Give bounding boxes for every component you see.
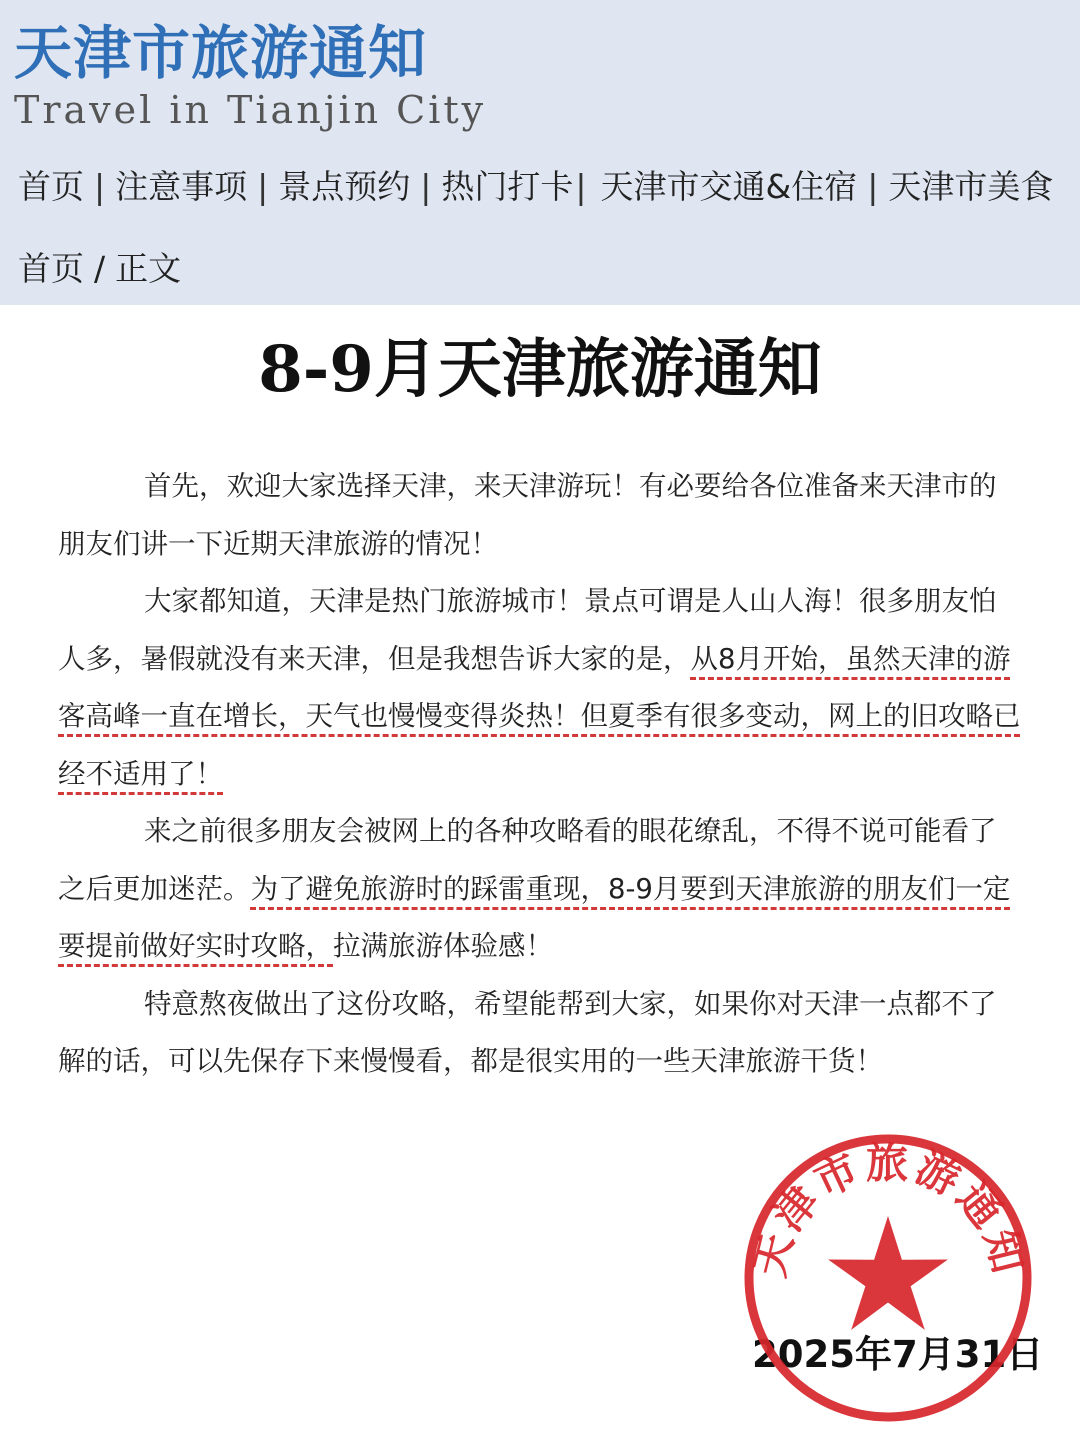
official-seal [738,1128,1038,1428]
paragraph-3-text: 来之前很多朋友会被网上的各种攻略看的眼花缭乱，不得不说可能看了之后更加迷茫。 [58,815,997,905]
breadcrumb [18,246,181,292]
nav-item-notes[interactable]: 注意事项 [115,167,248,206]
breadcrumb-current: 正文 [115,249,182,288]
stamp-date: 2025年7月31日 [752,1333,1044,1376]
nav-separator: | [420,167,432,206]
nav-item-home[interactable]: 首页 [18,167,84,206]
article-body [58,458,1023,1091]
paragraph-3-highlight: 为了避免旅游时的踩雷重现，8-9月要到天津旅游的朋友们一定要提前做好实时攻略， [58,872,1011,962]
nav-item-booking[interactable]: 景点预约 [278,167,411,206]
article-title: 8-9月天津旅游通知 [258,332,822,407]
nav-separator: | [257,167,269,206]
nav-separator: | [94,167,106,206]
paragraph-4-text: 特意熬夜做出了这份攻略，希望能帮到大家，如果你对天津一点都不了解的话，可以先保存下来慢慢看，都是很实用的一些天津旅游干货！ [58,987,997,1077]
nav-separator: | [575,167,587,206]
paragraph-3-text-end: 拉满旅游体验感！ [333,930,553,962]
site-subtitle: Travel in Tianjin City [14,88,487,132]
paragraph-2-text: 大家都知道，天津是热门旅游城市！景点可谓是人山人海！很多朋友怕人多，暑假就没有来天津，但是我想告诉大家的是， [58,585,997,675]
nav-item-food[interactable]: 天津市美食 [888,167,1054,206]
nav-separator: | [867,167,879,206]
seal-text: 天津市旅游通知 [744,1138,1034,1282]
paragraph-4 [58,976,1023,1091]
paragraph-3 [58,803,1023,976]
breadcrumb-separator: / [94,249,106,288]
site-title[interactable]: 天津市旅游通知 [14,19,428,87]
paragraph-1-text: 首先，欢迎大家选择天津，来天津游玩！有必要给各位准备来天津市的朋友们讲一下近期天津旅游的情况！ [58,470,997,560]
seal-star-icon [828,1216,948,1330]
paragraph-2-highlight: 从8月开始，虽然天津的游客高峰一直在增长，天气也慢慢变得炎热！但夏季有很多变动，网上的旧攻略已经不适用了！ [58,642,1021,790]
main-nav [18,164,1053,210]
paragraph-2 [58,573,1023,803]
nav-item-transport-lodging[interactable]: 天津市交通&住宿 [600,167,858,206]
nav-item-hotspots[interactable]: 热门打卡 [441,167,574,206]
paragraph-1 [58,458,1023,573]
site-header [0,0,1080,305]
breadcrumb-home[interactable]: 首页 [18,249,84,288]
